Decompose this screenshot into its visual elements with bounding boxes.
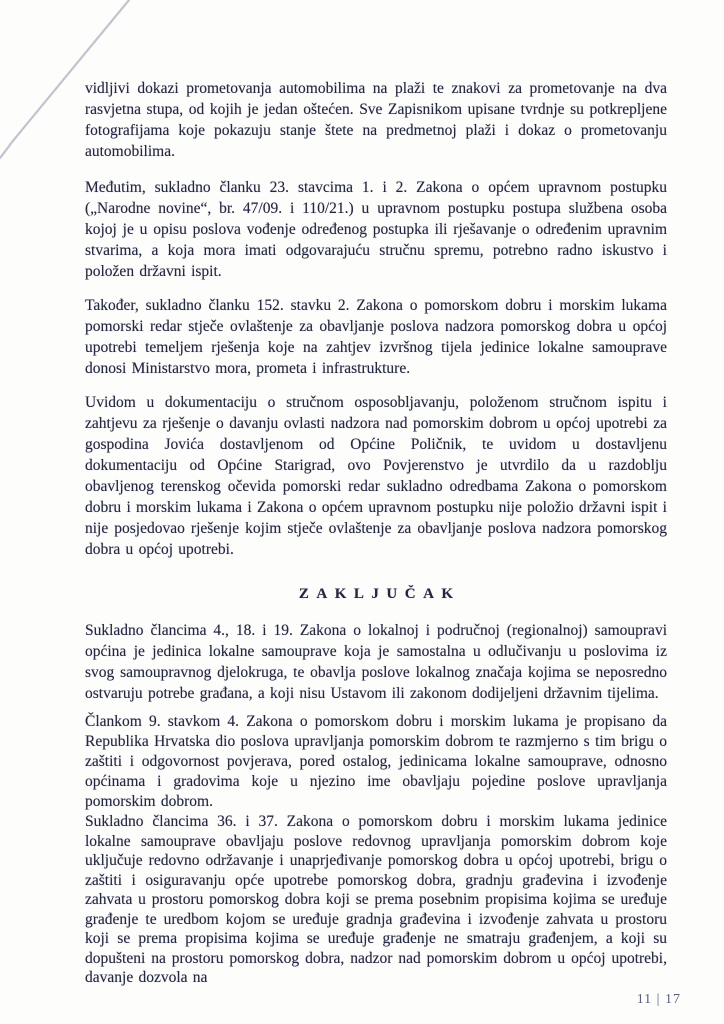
paragraph-local-selfgovernment: Sukladno člancima 4., 18. i 19. Zakona o lokalnoj i područnoj (regionalnoj) samoupravi općina je jedinica lokalne samouprave koja je samostalna u odlučivanju u poslovima iz svog samoupravnog djelokruga, te obavlja poslove lokalnog značaja kojima se neposredno ostvaruju potrebe građana, a koji nisu Ustavom ili zakonom dodijeljeni državnim tijelima. [85, 622, 667, 702]
paragraph-articles-36-37: Sukladno člancima 36. i 37. Zakona o pomorskom dobru i morskim lukama jedinice lokalne samouprave obavljaju poslove redovnog upravljanja pomorskim dobrom koje uključuje redovno održavanje i unaprjeđivanje pomorskog dobra u općoj upotrebi, brigu o zaštiti i osiguravanju opće upotrebe pomorskog dobra, gradnju građevina i izvođenje zahvata u prostoru pomorskog dobra koji se prema posebnim propisima kojima se uređuje građenje te uredbom kojom se uređuje gradnja građevina i izvođenje zahvata u prostoru koji se prema propisima kojima se uređuje građenje ne smatraju građenjem, a koji su dopušteni na prostoru pomorskog dobra, nadzor nad pomorskim dobrom u općoj upotrebi, davanje dozvola na [85, 813, 667, 986]
section-heading-conclusion: ZAKLJUČAK [298, 586, 461, 602]
document-content [85, 78, 681, 1008]
paragraph-article-9: Člankom 9. stavkom 4. Zakona o pomorskom dobru i morskim lukama je propisano da Republika Hrvatska dio poslova upravljanja pomorskim dobrom te razmjerno s tim brigu o zaštiti i odgovornost povjerava, pored ostalog, jedinicama lokalne samouprave, odnosno općinama i gradovima koje u njezino ime obavljaju pojedine poslove upravljanja pomorskim dobrom. [85, 713, 667, 810]
page-number: 11 | 17 [636, 991, 681, 1007]
paragraph-evidence: vidljivi dokazi prometovanja automobilima na plaži te znakovi za prometovanje na dva rasvjetna stupa, od kojih je jedan oštećen. Sve Zapisnikom upisane tvrdnje su potkrepljene fotografijama koje pokazuju stanje štete na predmetnoj plaži i dokaz o prometovanju automobilima. [85, 80, 667, 160]
paragraph-maritime-warden-authorisation: Također, sukladno članku 152. stavku 2. Zakona o pomorskom dobru i morskim lukama pomorski redar stječe ovlaštenje za obavljanje poslova nadzora pomorskog dobra u općoj upotrebi temeljem rješenja koje na zahtjev izvršnog tijela jedinice lokalne samouprave donosi Ministarstvo mora, prometa i infrastrukture. [85, 297, 667, 377]
paragraph-general-admin-procedure: Međutim, sukladno članku 23. stavcima 1. i 2. Zakona o općem upravnom postupku („Narodne novine“, br. 47/09. i 110/21.) u upravnom postupku postupa službena osoba kojoj je u opisu poslova vođenje određenog postupka ili rješavanje o određenim upravnim stvarima, a koja mora imati odgovarajuću stručnu spremu, potrebno radno iskustvo i položen državni ispit. [85, 179, 667, 280]
paragraph-commission-finding: Uvidom u dokumentaciju o stručnom osposobljavanju, položenom stručnom ispitu i zahtjevu za rješenje o davanju ovlasti nadzora nad pomorskim dobrom u općoj upotrebi za gospodina Jovića dostavljenom od Općine Poličnik, te uvidom u dostavljenu dokumentaciju od Općine Starigrad, ovo Povjerenstvo je utvrdilo da u razdoblju obavljenog terenskog očevida pomorski redar sukladno odredbama Zakona o pomorskom dobru i morskim lukama i Zakona o općem upravnom postupku nije položio državni ispit i nije posjedovao rješenje kojim stječe ovlaštenje za obavljanje poslova nadzora pomorskog dobra u općoj upotrebi. [85, 394, 667, 558]
